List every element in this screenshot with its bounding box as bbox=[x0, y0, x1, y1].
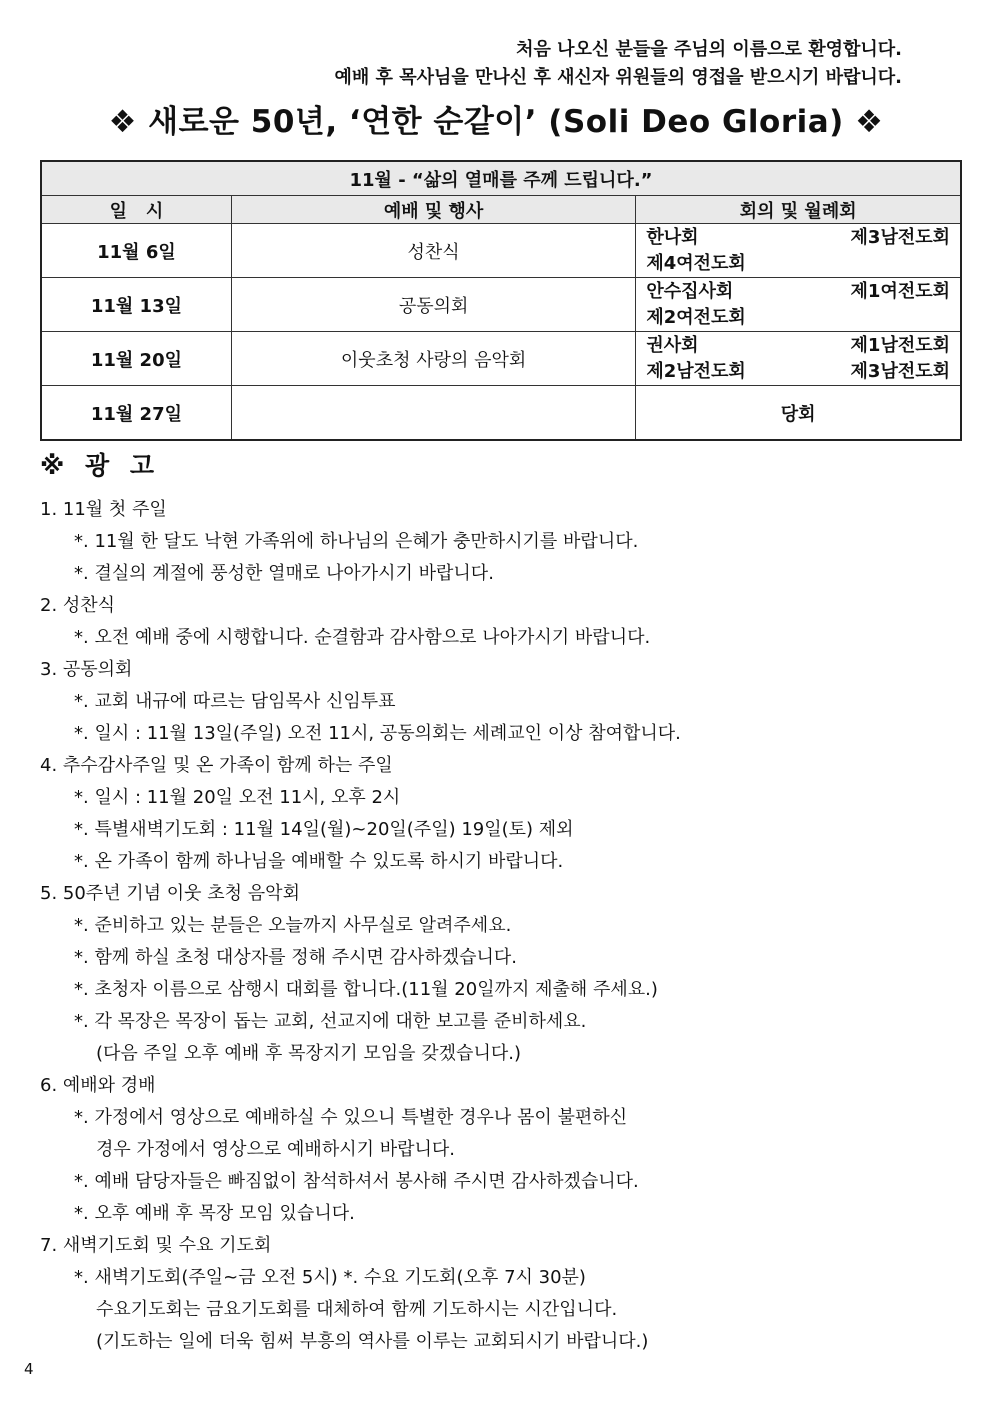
page-number: 4 bbox=[24, 1360, 34, 1378]
row-date: 11월 6일 bbox=[41, 224, 231, 278]
notice-item-detail: *. 특별새벽기도회 : 11월 14일(월)~20일(주일) 19일(토) 제외 bbox=[74, 819, 574, 840]
notice-item-detail: (다음 주일 오후 예배 후 목장지기 모임을 갖겠습니다.) bbox=[96, 1043, 521, 1064]
meeting-item: 안수집사회 bbox=[646, 280, 734, 302]
schedule-header-row bbox=[41, 196, 961, 224]
welcome-message bbox=[335, 36, 903, 92]
welcome-line-1: 처음 나오신 분들을 주님의 이름으로 환영합니다. bbox=[516, 39, 902, 60]
page-title: ❖ 새로운 50년, ‘연한 순같이’ (Soli Deo Gloria) ❖ bbox=[108, 104, 884, 140]
notices-list bbox=[40, 494, 960, 1358]
notice-item-detail: *. 일시 : 11월 13일(주일) 오전 11시, 공동의회는 세례교인 이상 참여합니다. bbox=[74, 723, 681, 744]
header-meetings: 회의 및 월례회 bbox=[636, 196, 961, 224]
notice-item-detail: *. 11월 한 달도 낙현 가족위에 하나님의 은혜가 충만하시기를 바랍니다. bbox=[74, 531, 639, 552]
row-event: 공동의회 bbox=[231, 278, 636, 332]
row-date: 11월 20일 bbox=[41, 332, 231, 386]
notice-item-detail: *. 오전 예배 중에 시행합니다. 순결함과 감사함으로 나아가시기 바랍니다. bbox=[74, 627, 651, 648]
notice-item-detail: (기도하는 일에 더욱 힘써 부흥의 역사를 이루는 교회되시기 바랍니다.) bbox=[96, 1331, 649, 1352]
notice-item-detail: *. 교회 내규에 따르는 담임목사 신임투표 bbox=[74, 691, 396, 712]
notices-heading: ※ 광 고 bbox=[40, 451, 161, 480]
meeting-item: 제2여전도회 bbox=[646, 306, 746, 328]
meeting-item: 제2남전도회 bbox=[646, 360, 746, 382]
notice-item-detail: *. 예배 담당자들은 빠짐없이 참석하셔서 봉사해 주시면 감사하겠습니다. bbox=[74, 1171, 639, 1192]
notice-item-detail: *. 가정에서 영상으로 예배하실 수 있으니 특별한 경우나 몸이 불편하신 bbox=[74, 1107, 628, 1128]
notice-item-detail: 경우 가정에서 영상으로 예배하시기 바랍니다. bbox=[96, 1139, 455, 1160]
notice-item-title: 3. 공동의회 bbox=[40, 659, 133, 680]
notice-item-detail: *. 일시 : 11월 20일 오전 11시, 오후 2시 bbox=[74, 787, 401, 808]
notice-item-detail: 수요기도회는 금요기도회를 대체하여 함께 기도하시는 시간입니다. bbox=[96, 1299, 618, 1320]
notice-item-detail: *. 오후 예배 후 목장 모임 있습니다. bbox=[74, 1203, 355, 1224]
table-row bbox=[41, 278, 961, 332]
notice-item-title: 5. 50주년 기념 이웃 초청 음악회 bbox=[40, 883, 300, 904]
notice-item-detail: *. 온 가족이 함께 하나님을 예배할 수 있도록 하시기 바랍니다. bbox=[74, 851, 564, 872]
notice-item-detail: *. 함께 하실 초청 대상자를 정해 주시면 감사하겠습니다. bbox=[74, 947, 518, 968]
notice-item-title: 2. 성찬식 bbox=[40, 595, 116, 616]
row-date: 11월 27일 bbox=[41, 386, 231, 441]
schedule-table bbox=[40, 160, 962, 441]
meeting-item: 제3남전도회 bbox=[850, 226, 950, 248]
welcome-line-2: 예배 후 목사님을 만나신 후 새신자 위원들의 영접을 받으시기 바랍니다. bbox=[334, 67, 902, 88]
notice-item-detail: *. 각 목장은 목장이 돕는 교회, 선교지에 대한 보고를 준비하세요. bbox=[74, 1011, 587, 1032]
table-row bbox=[41, 332, 961, 386]
row-date: 11월 13일 bbox=[41, 278, 231, 332]
header-event: 예배 및 행사 bbox=[231, 196, 636, 224]
notice-item-title: 7. 새벽기도회 및 수요 기도회 bbox=[40, 1235, 272, 1256]
row-event: 이웃초청 사랑의 음악회 bbox=[231, 332, 636, 386]
notice-item-detail: *. 결실의 계절에 풍성한 열매로 나아가시기 바랍니다. bbox=[74, 563, 494, 584]
row-meetings bbox=[636, 278, 961, 332]
row-meetings: 당회 bbox=[636, 386, 961, 441]
meeting-item: 권사회 bbox=[646, 334, 699, 356]
table-row bbox=[41, 386, 961, 441]
notice-item-detail: *. 초청자 이름으로 삼행시 대회를 합니다.(11월 20일까지 제출해 주세요.) bbox=[74, 979, 658, 1000]
row-meetings bbox=[636, 224, 961, 278]
meeting-item: 제1남전도회 bbox=[850, 334, 950, 356]
notice-item-title: 4. 추수감사주일 및 온 가족이 함께 하는 주일 bbox=[40, 755, 393, 776]
notice-item-title: 1. 11월 첫 주일 bbox=[40, 499, 167, 520]
meeting-item: 한나회 bbox=[646, 226, 699, 248]
schedule-month-title: 11월 - “삶의 열매를 주께 드립니다.” bbox=[41, 161, 961, 196]
row-meetings bbox=[636, 332, 961, 386]
notice-item-detail: *. 준비하고 있는 분들은 오늘까지 사무실로 알려주세요. bbox=[74, 915, 512, 936]
row-event bbox=[231, 386, 636, 441]
notice-item-title: 6. 예배와 경배 bbox=[40, 1075, 156, 1096]
table-row bbox=[41, 224, 961, 278]
meeting-item: 제4여전도회 bbox=[646, 252, 746, 274]
header-date: 일 시 bbox=[41, 196, 231, 224]
row-event: 성찬식 bbox=[231, 224, 636, 278]
notice-item-detail: *. 새벽기도회(주일~금 오전 5시) *. 수요 기도회(오후 7시 30분) bbox=[74, 1267, 586, 1288]
meeting-item: 제3남전도회 bbox=[850, 360, 950, 382]
meeting-item: 제1여전도회 bbox=[850, 280, 950, 302]
schedule-month-row bbox=[41, 161, 961, 196]
